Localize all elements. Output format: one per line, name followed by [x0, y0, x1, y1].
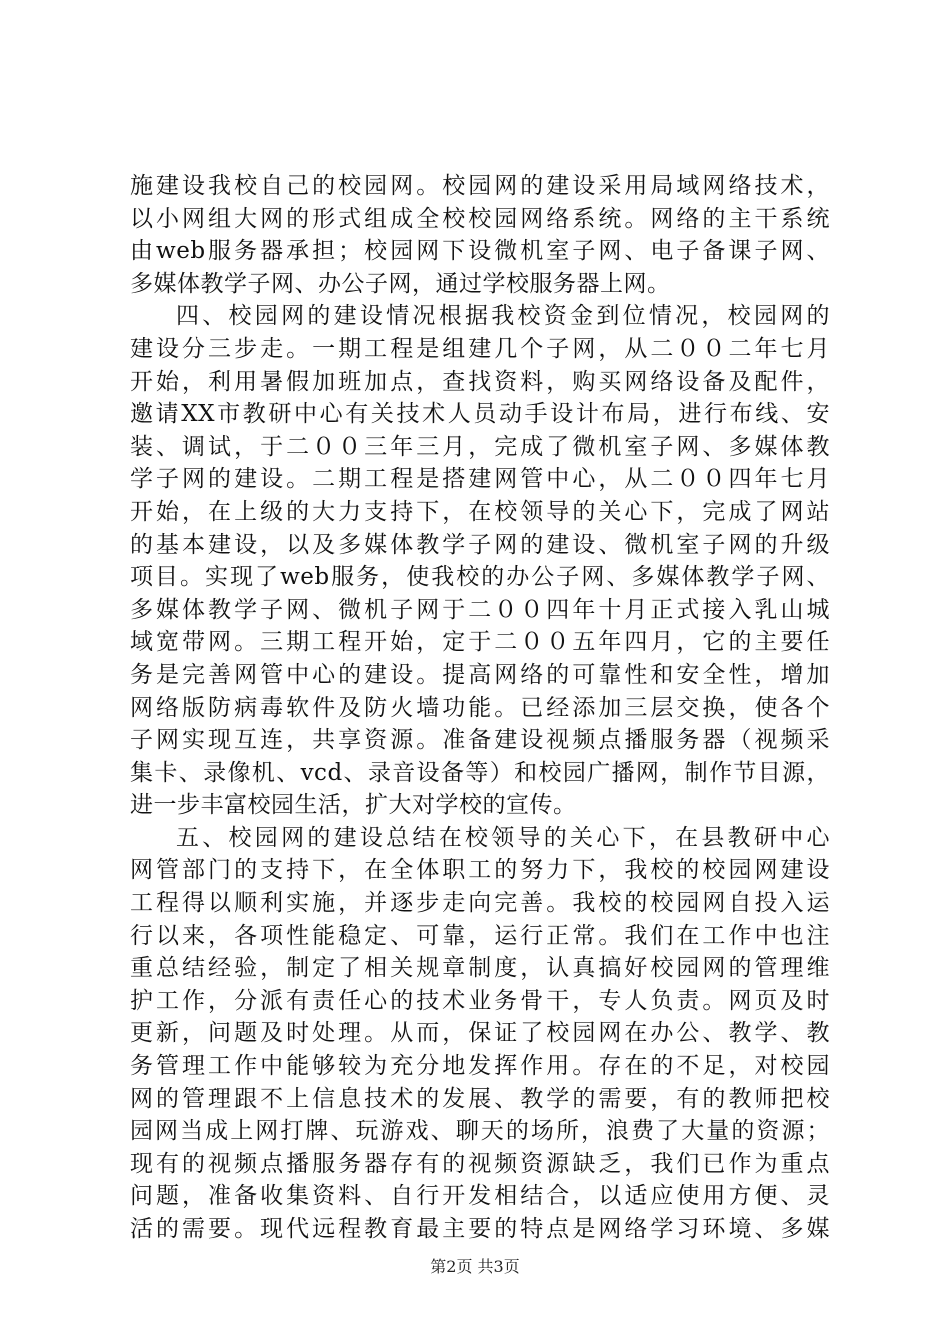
- text-line: 施建设我校自己的校园网。校园网的建设采用局域网络技术，: [130, 173, 830, 199]
- text-line: 园网当成上网打牌、玩游戏、聊天的场所，浪费了大量的资源；: [130, 1118, 830, 1145]
- text-line: 邀请XX市教研中心有关技术人员动手设计布局，进行布线、安: [130, 401, 830, 428]
- text-line: 装、调试，于二００三年三月，完成了微机室子网、多媒体教: [130, 433, 830, 460]
- text-line: 行以来，各项性能稳定、可靠，运行正常。我们在工作中也注: [130, 922, 830, 949]
- text-line: 项目。实现了web服务，使我校的办公子网、多媒体教学子网、: [130, 564, 830, 591]
- text-line: 现有的视频点播服务器存有的视频资源缺乏，我们已作为重点: [130, 1150, 830, 1177]
- text-line: 子网实现互连，共享资源。准备建设视频点播服务器（视频采: [130, 727, 830, 754]
- text-line: 多媒体教学子网、微机子网于二００四年十月正式接入乳山城: [130, 596, 830, 623]
- text-line: 开始，在上级的大力支持下，在校领导的关心下，完成了网站: [130, 498, 830, 525]
- text-line: 学子网的建设。二期工程是搭建网管中心，从二００四年七月: [130, 466, 830, 493]
- text-line: 的基本建设，以及多媒体教学子网的建设、微机室子网的升级: [130, 531, 830, 558]
- text-line: 以小网组大网的形式组成全校校园网络系统。网络的主干系统: [130, 205, 830, 232]
- text-line: 务管理工作中能够较为充分地发挥作用。存在的不足，对校园: [130, 1053, 830, 1080]
- text-line: 开始，利用暑假加班加点，查找资料，购买网络设备及配件，: [130, 368, 830, 395]
- text-line: 问题，准备收集资料、自行开发相结合，以适应使用方便、灵: [130, 1183, 830, 1210]
- text-line: 建设分三步走。一期工程是组建几个子网，从二００二年七月: [130, 335, 830, 362]
- paragraph-start-line: 四、校园网的建设情况根据我校资金到位情况，校园网的: [176, 303, 830, 330]
- text-line: 务是完善网管中心的建设。提高网络的可靠性和安全性，增加: [130, 661, 830, 688]
- text-line: 网络版防病毒软件及防火墙功能。已经添加三层交换，使各个: [130, 694, 830, 721]
- paragraph-start-line: 五、校园网的建设总结在校领导的关心下，在县教研中心: [176, 824, 830, 851]
- text-line: 域宽带网。三期工程开始，定于二００五年四月，它的主要任: [130, 629, 830, 656]
- text-line: 活的需要。现代远程教育最主要的特点是网络学习环境、多媒: [130, 1216, 830, 1242]
- text-line: 护工作，分派有责任心的技术业务骨干，专人负责。网页及时: [130, 987, 830, 1014]
- text-line: 集卡、录像机、vcd、录音设备等）和校园广播网，制作节目源，: [130, 759, 830, 786]
- text-line: 由web服务器承担；校园网下设微机室子网、电子备课子网、: [130, 238, 830, 265]
- text-line: 工程得以顺利实施，并逐步走向完善。我校的校园网自投入运: [130, 890, 830, 917]
- text-line: 网管部门的支持下，在全体职工的努力下，我校的校园网建设: [130, 857, 830, 884]
- text-line: 重总结经验，制定了相关规章制度，认真搞好校园网的管理维: [130, 955, 830, 982]
- body-text: [130, 170, 830, 1246]
- text-line: 更新，问题及时处理。从而，保证了校园网在办公、教学、教: [130, 1020, 830, 1047]
- text-line: 多媒体教学子网、办公子网，通过学校服务器上网。: [130, 270, 671, 297]
- text-line: 网的管理跟不上信息技术的发展、教学的需要，有的教师把校: [130, 1085, 830, 1112]
- text-line: 进一步丰富校园生活，扩大对学校的宣传。: [130, 792, 577, 819]
- page-footer: 第2页 共3页: [430, 1257, 520, 1276]
